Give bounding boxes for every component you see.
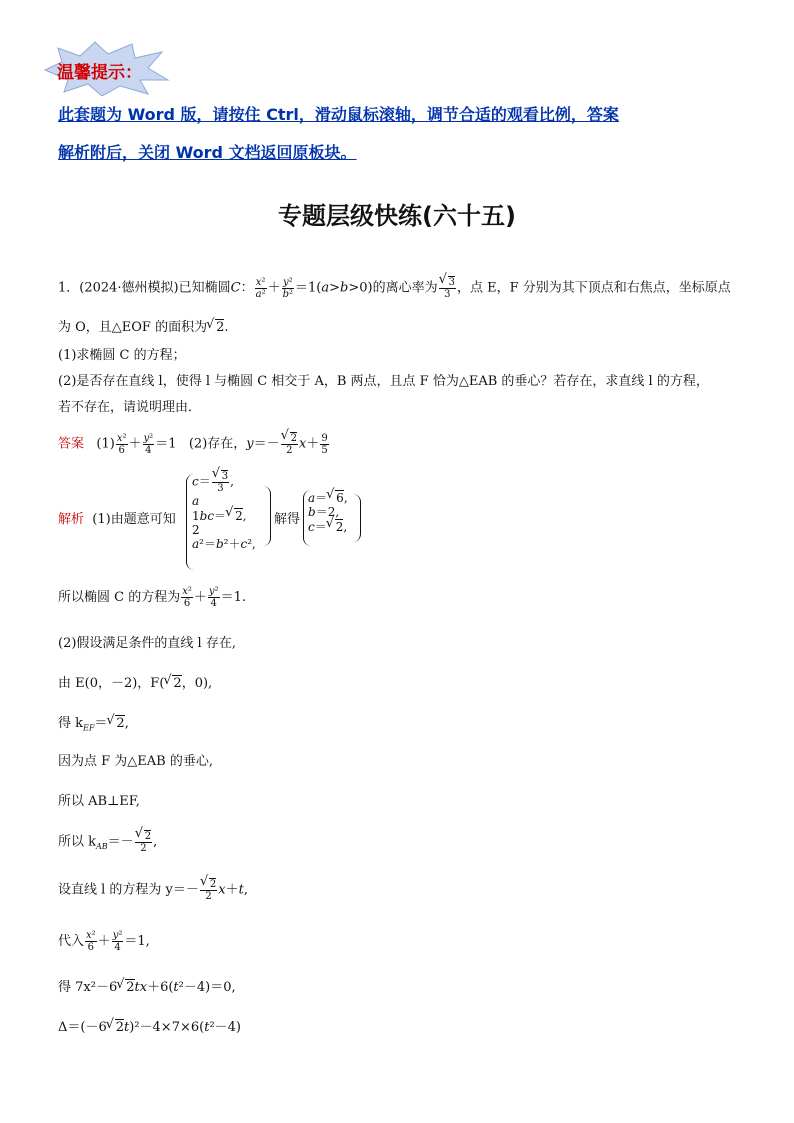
step-11: Δ＝(－6√ 2t)²－4×7×6(t²－4) (58, 1016, 241, 1035)
answer-line: 答案 (1) $\frac{\text{x²}}{6}$ ＋ $\frac{\text{y²}}{4}$ ＝1 (2)存在，y＝－ √ $\frac{2}{2}$ x＋ $\frac{9}{5}$ (58, 432, 330, 456)
tip-label: 温馨提示： (57, 63, 142, 83)
tip-note-line2: 解析附后，关闭 Word 文档返回原板块。 (58, 143, 357, 162)
step-3: 由 E(0，－2)，F(√ 2，0), (58, 672, 212, 691)
question-1-line1: 1．(2024·德州模拟)已知椭圆C： $\frac{\text{x²}}{\text{a²}}$ ＋ $\frac{\text{y²}}{\text{b²}}$ ＝1(a>b>0)的离心率为 √ $\frac{3}{3}$ ，点 E，F 分别为其下顶点和右焦点，坐标原点 (58, 276, 731, 300)
solve-label: 解得 (274, 512, 301, 527)
question-1-part2: (2)是否存在直线 l，使得 l 与椭圆 C 相交于 A，B 两点，且点 F 恰为△EAB 的垂心？若存在，求直线 l 的方程， (58, 374, 709, 389)
question-1-part1: (1)求椭圆 C 的方程； (58, 348, 186, 363)
analysis-line: 解析 (1)由题意可知 (58, 512, 176, 527)
system-brace-right (262, 486, 271, 546)
solution-system: a＝√ 6, b＝2, c＝√ 2, (308, 490, 348, 534)
step-4: 得 $k_{EF}=√$ 2, (58, 712, 129, 733)
analysis-label: 解析 (58, 512, 85, 527)
step-2: (2)假设满足条件的直线 l 存在, (58, 636, 236, 651)
step-5: 因为点 F 为△EAB 的垂心, (58, 754, 213, 769)
step-8: 设直线 l 的方程为 y＝－ √ $\frac{2}{2}$ x＋t, (58, 878, 248, 902)
page-title: 专题层级快练(六十五) (278, 202, 516, 230)
equation-system: c＝ √ $\frac{3}{3}$ , a 1bc＝√ 2, 2 a²＝b²＋c², (192, 470, 256, 551)
answer-label: 答案 (58, 436, 85, 452)
step-10: 得 7x²－6√ 2tx＋6(t²－4)＝0, (58, 976, 236, 995)
step-7: 所以 $k_{AB}=-$ √ $\frac{2}{2}$ , (58, 830, 157, 854)
step-1: 所以椭圆 C 的方程为 $\frac{\text{x²}}{6}$ ＋ $\frac{\text{y²}}{4}$ ＝1. (58, 586, 246, 609)
question-1-line2: 为 O，且△EOF 的面积为√ 2. (58, 316, 229, 335)
step-9: 代入 $\frac{\text{x²}}{6}$ ＋ $\frac{\text{y²}}{4}$ ＝1, (58, 930, 150, 953)
question-1-part2b: 若不存在，请说明理由． (58, 400, 202, 415)
solution-brace-right (353, 494, 361, 542)
tip-note-line1: 此套题为 Word 版，请按住 Ctrl，滑动鼠标滚轴，调节合适的观看比例，答案 (58, 105, 619, 124)
step-6: 所以 AB⊥EF, (58, 794, 140, 809)
